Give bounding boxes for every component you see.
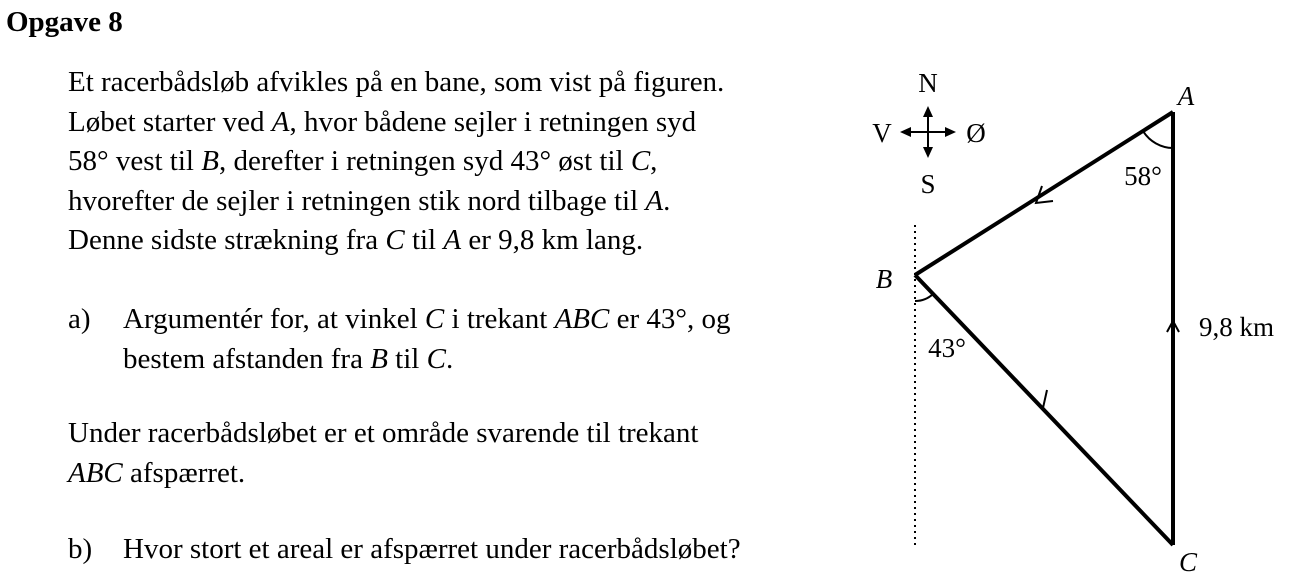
intro-line-1: Et racerbådsløb afvikles på en bane, som vist på figuren. xyxy=(68,66,725,98)
compass-east-label: Ø xyxy=(966,118,986,148)
question-a-text xyxy=(123,300,731,379)
point-a-ref: A xyxy=(645,184,664,217)
text: er 43°, og xyxy=(609,303,731,335)
text: til xyxy=(404,224,444,256)
point-c-ref: C xyxy=(424,303,445,335)
vertex-b-label: B xyxy=(875,264,893,294)
text: Denne sidste strækning fra xyxy=(68,224,386,256)
compass-west-arrow-icon xyxy=(900,127,911,137)
middle-line-1: Under racerbådsløbet er et område svarende til trekant xyxy=(68,417,699,449)
text: , derefter i retningen syd 43° øst til xyxy=(218,145,631,177)
triangle-ref: ABC xyxy=(68,456,123,489)
intro-line-2 xyxy=(68,103,724,143)
intro-paragraph xyxy=(68,63,724,261)
angle-a-label: 58° xyxy=(1124,161,1162,191)
point-c-ref: C xyxy=(630,145,651,177)
text: er 9,8 km lang. xyxy=(461,224,644,256)
angle-arc-b xyxy=(915,294,933,301)
triangle-ref: ABC xyxy=(554,303,610,335)
intro-line-3 xyxy=(68,142,724,182)
middle-line-2 xyxy=(68,454,698,494)
text: . xyxy=(663,184,671,217)
text: afspærret. xyxy=(122,456,246,489)
point-a-ref: A xyxy=(443,224,462,256)
question-a-line-2 xyxy=(123,340,731,380)
side-ab xyxy=(915,112,1173,275)
question-a-line-1 xyxy=(123,300,731,340)
point-b-ref: B xyxy=(370,342,388,375)
text: til xyxy=(387,342,427,375)
text: i trekant xyxy=(444,303,555,335)
question-a-label: a) xyxy=(68,303,91,335)
point-c-ref: C xyxy=(385,224,405,256)
text: . xyxy=(445,342,454,375)
compass-north-label: N xyxy=(918,68,938,98)
text: , hvor bådene sejler i retningen syd xyxy=(289,105,697,138)
text: , xyxy=(650,145,658,177)
point-c-ref: C xyxy=(426,342,446,375)
point-a-ref: A xyxy=(271,105,290,138)
question-b-text xyxy=(123,530,741,570)
angle-arc-a xyxy=(1143,131,1173,148)
intro-line-4 xyxy=(68,182,724,222)
text: hvorefter de sejler i retningen stik nord tilbage til xyxy=(68,184,646,217)
task-title: Opgave 8 xyxy=(6,6,123,38)
question-b-line-1: Hvor stort et areal er afspærret under racerbådsløbet? xyxy=(123,533,741,565)
vertex-c-label: C xyxy=(1178,547,1198,577)
triangle-figure xyxy=(840,55,1300,580)
intro-line-5 xyxy=(68,221,724,261)
side-bc xyxy=(915,275,1173,545)
compass-rose xyxy=(872,68,986,199)
middle-paragraph xyxy=(68,414,698,493)
side-ca-length-label: 9,8 km xyxy=(1199,312,1275,342)
compass-east-arrow-icon xyxy=(945,127,956,137)
text: Argumentér for, at vinkel xyxy=(123,303,425,335)
compass-west-label: V xyxy=(872,118,892,148)
text: Løbet starter ved xyxy=(68,105,272,138)
compass-north-arrow-icon xyxy=(923,106,933,117)
point-b-ref: B xyxy=(201,145,219,177)
vertex-a-label: A xyxy=(1177,81,1195,111)
question-b-label: b) xyxy=(68,533,93,565)
angle-b-label: 43° xyxy=(928,333,966,363)
compass-south-label: S xyxy=(920,169,936,199)
text: 58° vest til xyxy=(68,145,202,177)
compass-south-arrow-icon xyxy=(923,147,933,158)
text: bestem afstanden fra xyxy=(123,342,371,375)
